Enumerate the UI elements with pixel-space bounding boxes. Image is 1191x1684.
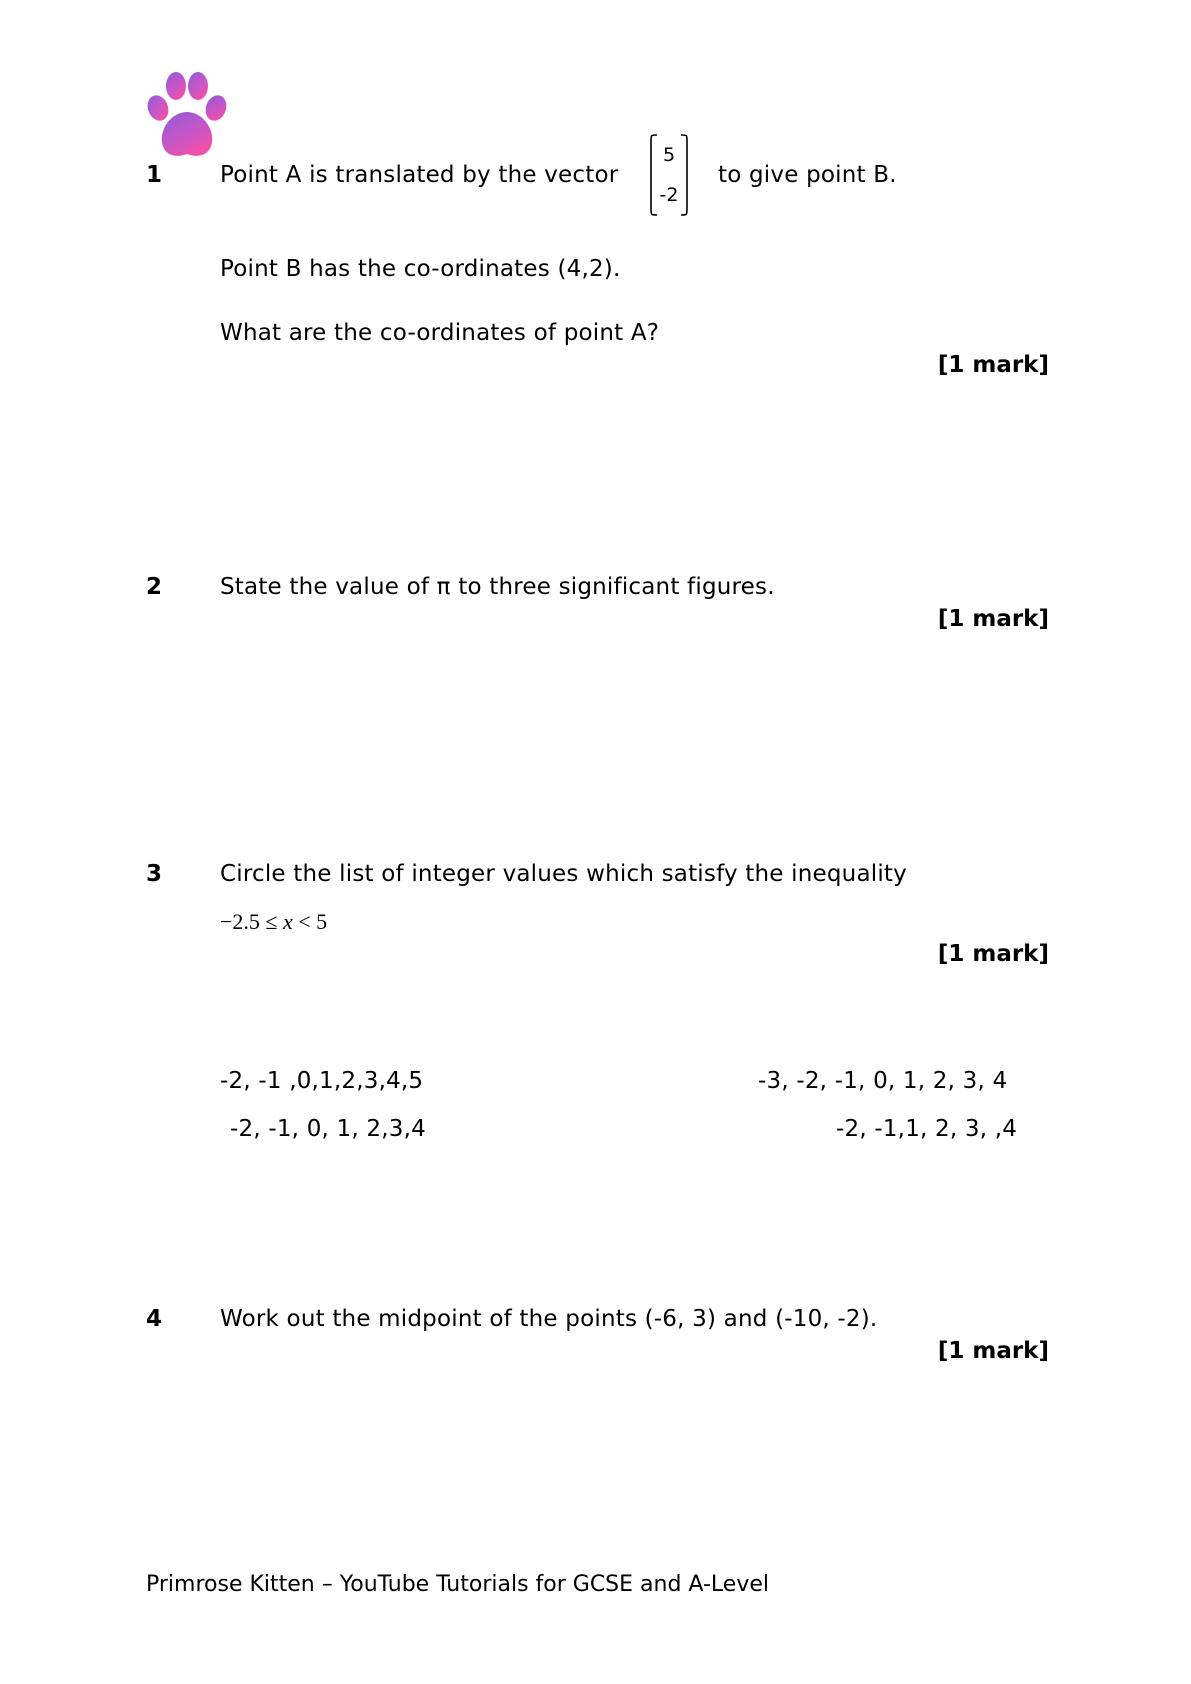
question-3-marks: [1 mark] [937, 941, 1049, 967]
question-1-stem: Point A is translated by the vector [220, 162, 619, 188]
inequality [220, 909, 327, 935]
vector-bottom: -2 [659, 184, 679, 206]
footer-text: Primrose Kitten – YouTube Tutorials for GCSE and A-Level [146, 1572, 769, 1597]
answer-option-b[interactable]: -3, -2, -1, 0, 1, 2, 3, 4 [758, 1068, 1008, 1094]
question-1-line-2: Point B has the co-ordinates (4,2). [220, 256, 621, 282]
question-4-stem: Work out the midpoint of the points (-6, 3) and (-10, -2). [220, 1306, 878, 1332]
question-1-line-3: What are the co-ordinates of point A? [220, 320, 660, 346]
answer-option-a[interactable]: -2, -1 ,0,1,2,3,4,5 [220, 1068, 424, 1094]
question-4-marks: [1 mark] [937, 1338, 1049, 1364]
inequality-variable: x [282, 909, 293, 934]
question-1-marks: [1 mark] [937, 352, 1049, 378]
vector-top: 5 [662, 144, 676, 166]
inequality-lhs: −2.5 ≤ [220, 909, 283, 934]
question-2-marks: [1 mark] [937, 606, 1049, 632]
question-4-number: 4 [146, 1306, 163, 1332]
question-3-number: 3 [146, 861, 163, 887]
inequality-rhs: < 5 [292, 909, 328, 934]
answer-option-c[interactable]: -2, -1, 0, 1, 2,3,4 [230, 1116, 426, 1142]
question-1-stem-end: to give point B. [718, 162, 897, 188]
question-3-stem: Circle the list of integer values which satisfy the inequality [220, 861, 907, 887]
paw-print-icon [146, 70, 230, 162]
question-2-stem: State the value of π to three significant figures. [220, 574, 775, 600]
question-2-number: 2 [146, 574, 163, 600]
translation-vector [649, 132, 689, 218]
answer-option-d[interactable]: -2, -1,1, 2, 3, ,4 [836, 1116, 1018, 1142]
question-1-number: 1 [146, 162, 163, 188]
